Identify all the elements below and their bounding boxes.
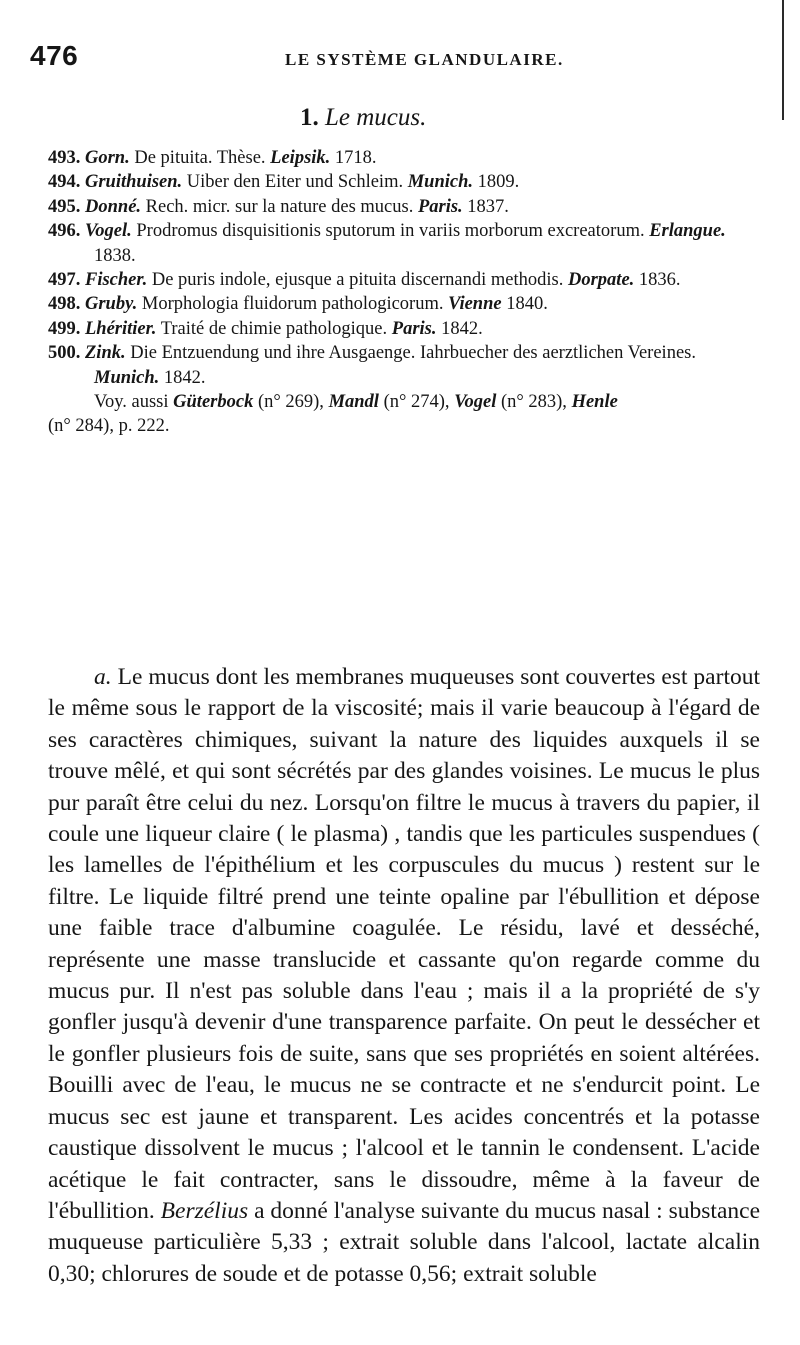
reference-place: Munich.: [94, 367, 160, 388]
paragraph-text-continued: a donné l'analyse suivante du mucus nasal : substance muqueuse particulière 5,33 ; extrait soluble dans l'alcool, lactate alcalin 0,30; chlorures de soude et de potasse 0,56; extrait soluble: [48, 1197, 760, 1287]
page-edge-line: [782, 0, 784, 120]
reference-number: 495.: [48, 196, 81, 217]
reference-title: Prodromus disquisitionis sputorum in variis morborum excreatorum.: [136, 221, 645, 242]
see-also-ref: (n° 283),: [500, 392, 567, 413]
reference-year: 1842.: [163, 367, 206, 388]
reference-number: 499.: [48, 318, 81, 339]
reference-title: Traité de chimie pathologique.: [160, 318, 388, 339]
bibliography-list: [48, 146, 760, 439]
reference-item: [48, 219, 760, 268]
cited-author: Berzélius: [160, 1197, 249, 1224]
reference-title: Uiber den Eiter und Schleim.: [186, 172, 404, 193]
reference-author: Gorn.: [85, 148, 130, 168]
see-also-author: Mandl: [328, 392, 379, 413]
reference-place: Erlangue.: [649, 221, 726, 242]
reference-number: 497.: [48, 270, 81, 291]
page-header: [30, 40, 770, 80]
reference-place: Munich.: [407, 172, 474, 193]
reference-place: Leipsik.: [270, 148, 331, 168]
section-title: Le mucus.: [325, 104, 427, 131]
reference-item: [48, 268, 760, 292]
reference-author: Gruithuisen.: [85, 172, 183, 193]
reference-title: De puris indole, ejusque a pituita discernandi methodis.: [151, 270, 564, 291]
reference-number: 493.: [48, 148, 81, 168]
reference-year: 1809.: [477, 172, 520, 193]
reference-year: 1842.: [441, 318, 483, 339]
body-paragraph: [48, 662, 760, 1290]
section-number: 1.: [300, 104, 319, 131]
running-title: LE SYSTÈME GLANDULAIRE.: [285, 50, 564, 69]
paragraph-text: Le mucus dont les membranes muqueuses sont couvertes est partout le même sous le rapport de la viscosité; mais il varie beaucoup à l'égard de ses caractères chimiques, suivant la nature des liquides auxquels il se trouve mêlé, et qui sont sécrétés par des glandes voisines. Le mucus le plus pur paraît être celui du nez. Lorsqu'on filtre le mucus à travers du papier, il coule une liqueur claire ( le plasma) , tandis que les particules suspendues ( les lamelles de l'épithélium et les corpuscules du mucus ) restent sur le filtre. Le liquide filtré prend une teinte opaline par l'ébullition et dépose une faible trace d'albumine coagulée. Le résidu, lavé et desséché, représente une masse translucide et cassante qu'on regarde comme du mucus pur. Il n'est pas soluble dans l'eau ; mais il a la propriété de s'y gonfler jusqu'à devenir d'une transparence parfaite. On peut le dessécher et le gonfler plusieurs fois de suite, sans que ses propriétés en soient altérées. Bouilli avec de l'eau, le mucus ne se contracte et ne s'endurcit point. Le mucus sec est jaune et transparent. Les acides concentrés et la potasse caustique dissolvent le mucus ; l'alcool et le tannin le condensent. L'acide acétique le fait contracter, sans le dissoudre, même à la faveur de l'ébullition.: [48, 664, 761, 1224]
reference-number: 500.: [48, 343, 81, 364]
reference-item: [48, 195, 760, 219]
reference-number: 494.: [48, 172, 81, 193]
reference-title: Die Entzuendung und ihre Ausgaenge. Iahrbuecher des aerztlichen Vereines.: [130, 343, 696, 364]
see-also-author: Henle: [571, 392, 618, 413]
reference-place: Vienne: [448, 294, 502, 315]
reference-year: 1837.: [467, 196, 509, 217]
see-also-ref: (n° 269),: [257, 392, 324, 413]
reference-item: [48, 317, 760, 341]
reference-number: 498.: [48, 294, 81, 315]
reference-author: Donné.: [85, 196, 142, 217]
reference-year: 1838.: [94, 245, 136, 266]
see-also-author: Güterbock: [173, 392, 254, 413]
reference-author: Gruby.: [85, 294, 138, 315]
see-also-prefix: Voy. aussi: [94, 392, 169, 413]
reference-item: [48, 170, 760, 194]
paragraph-a: [48, 662, 760, 1290]
reference-place: Paris.: [391, 318, 437, 339]
reference-title: Rech. micr. sur la nature des mucus.: [145, 196, 414, 217]
see-also-author: Vogel: [454, 392, 497, 413]
reference-author: Fischer.: [85, 270, 148, 291]
see-also-line: [48, 390, 760, 414]
paragraph-letter: a.: [94, 664, 112, 690]
reference-item: [48, 341, 760, 390]
reference-author: Lhéritier.: [85, 318, 157, 339]
reference-title: De pituita. Thèse.: [134, 148, 266, 168]
reference-year: 1836.: [638, 270, 681, 291]
see-also-ref: (n° 274),: [383, 392, 450, 413]
reference-item: [48, 146, 760, 170]
reference-item: [48, 292, 760, 316]
reference-number: 496.: [48, 221, 81, 242]
section-heading: [300, 104, 426, 132]
reference-year: 1718.: [334, 148, 377, 168]
page-number: 476: [30, 40, 79, 71]
reference-place: Paris.: [417, 196, 463, 217]
reference-title: Morphologia fluidorum pathologicorum.: [141, 294, 444, 315]
see-also-ref: (n° 284), p. 222.: [48, 416, 170, 437]
reference-author: Zink.: [85, 343, 126, 364]
see-also-note: [48, 390, 760, 439]
reference-author: Vogel.: [85, 221, 132, 242]
reference-year: 1840.: [506, 294, 548, 315]
reference-place: Dorpate.: [568, 270, 635, 291]
